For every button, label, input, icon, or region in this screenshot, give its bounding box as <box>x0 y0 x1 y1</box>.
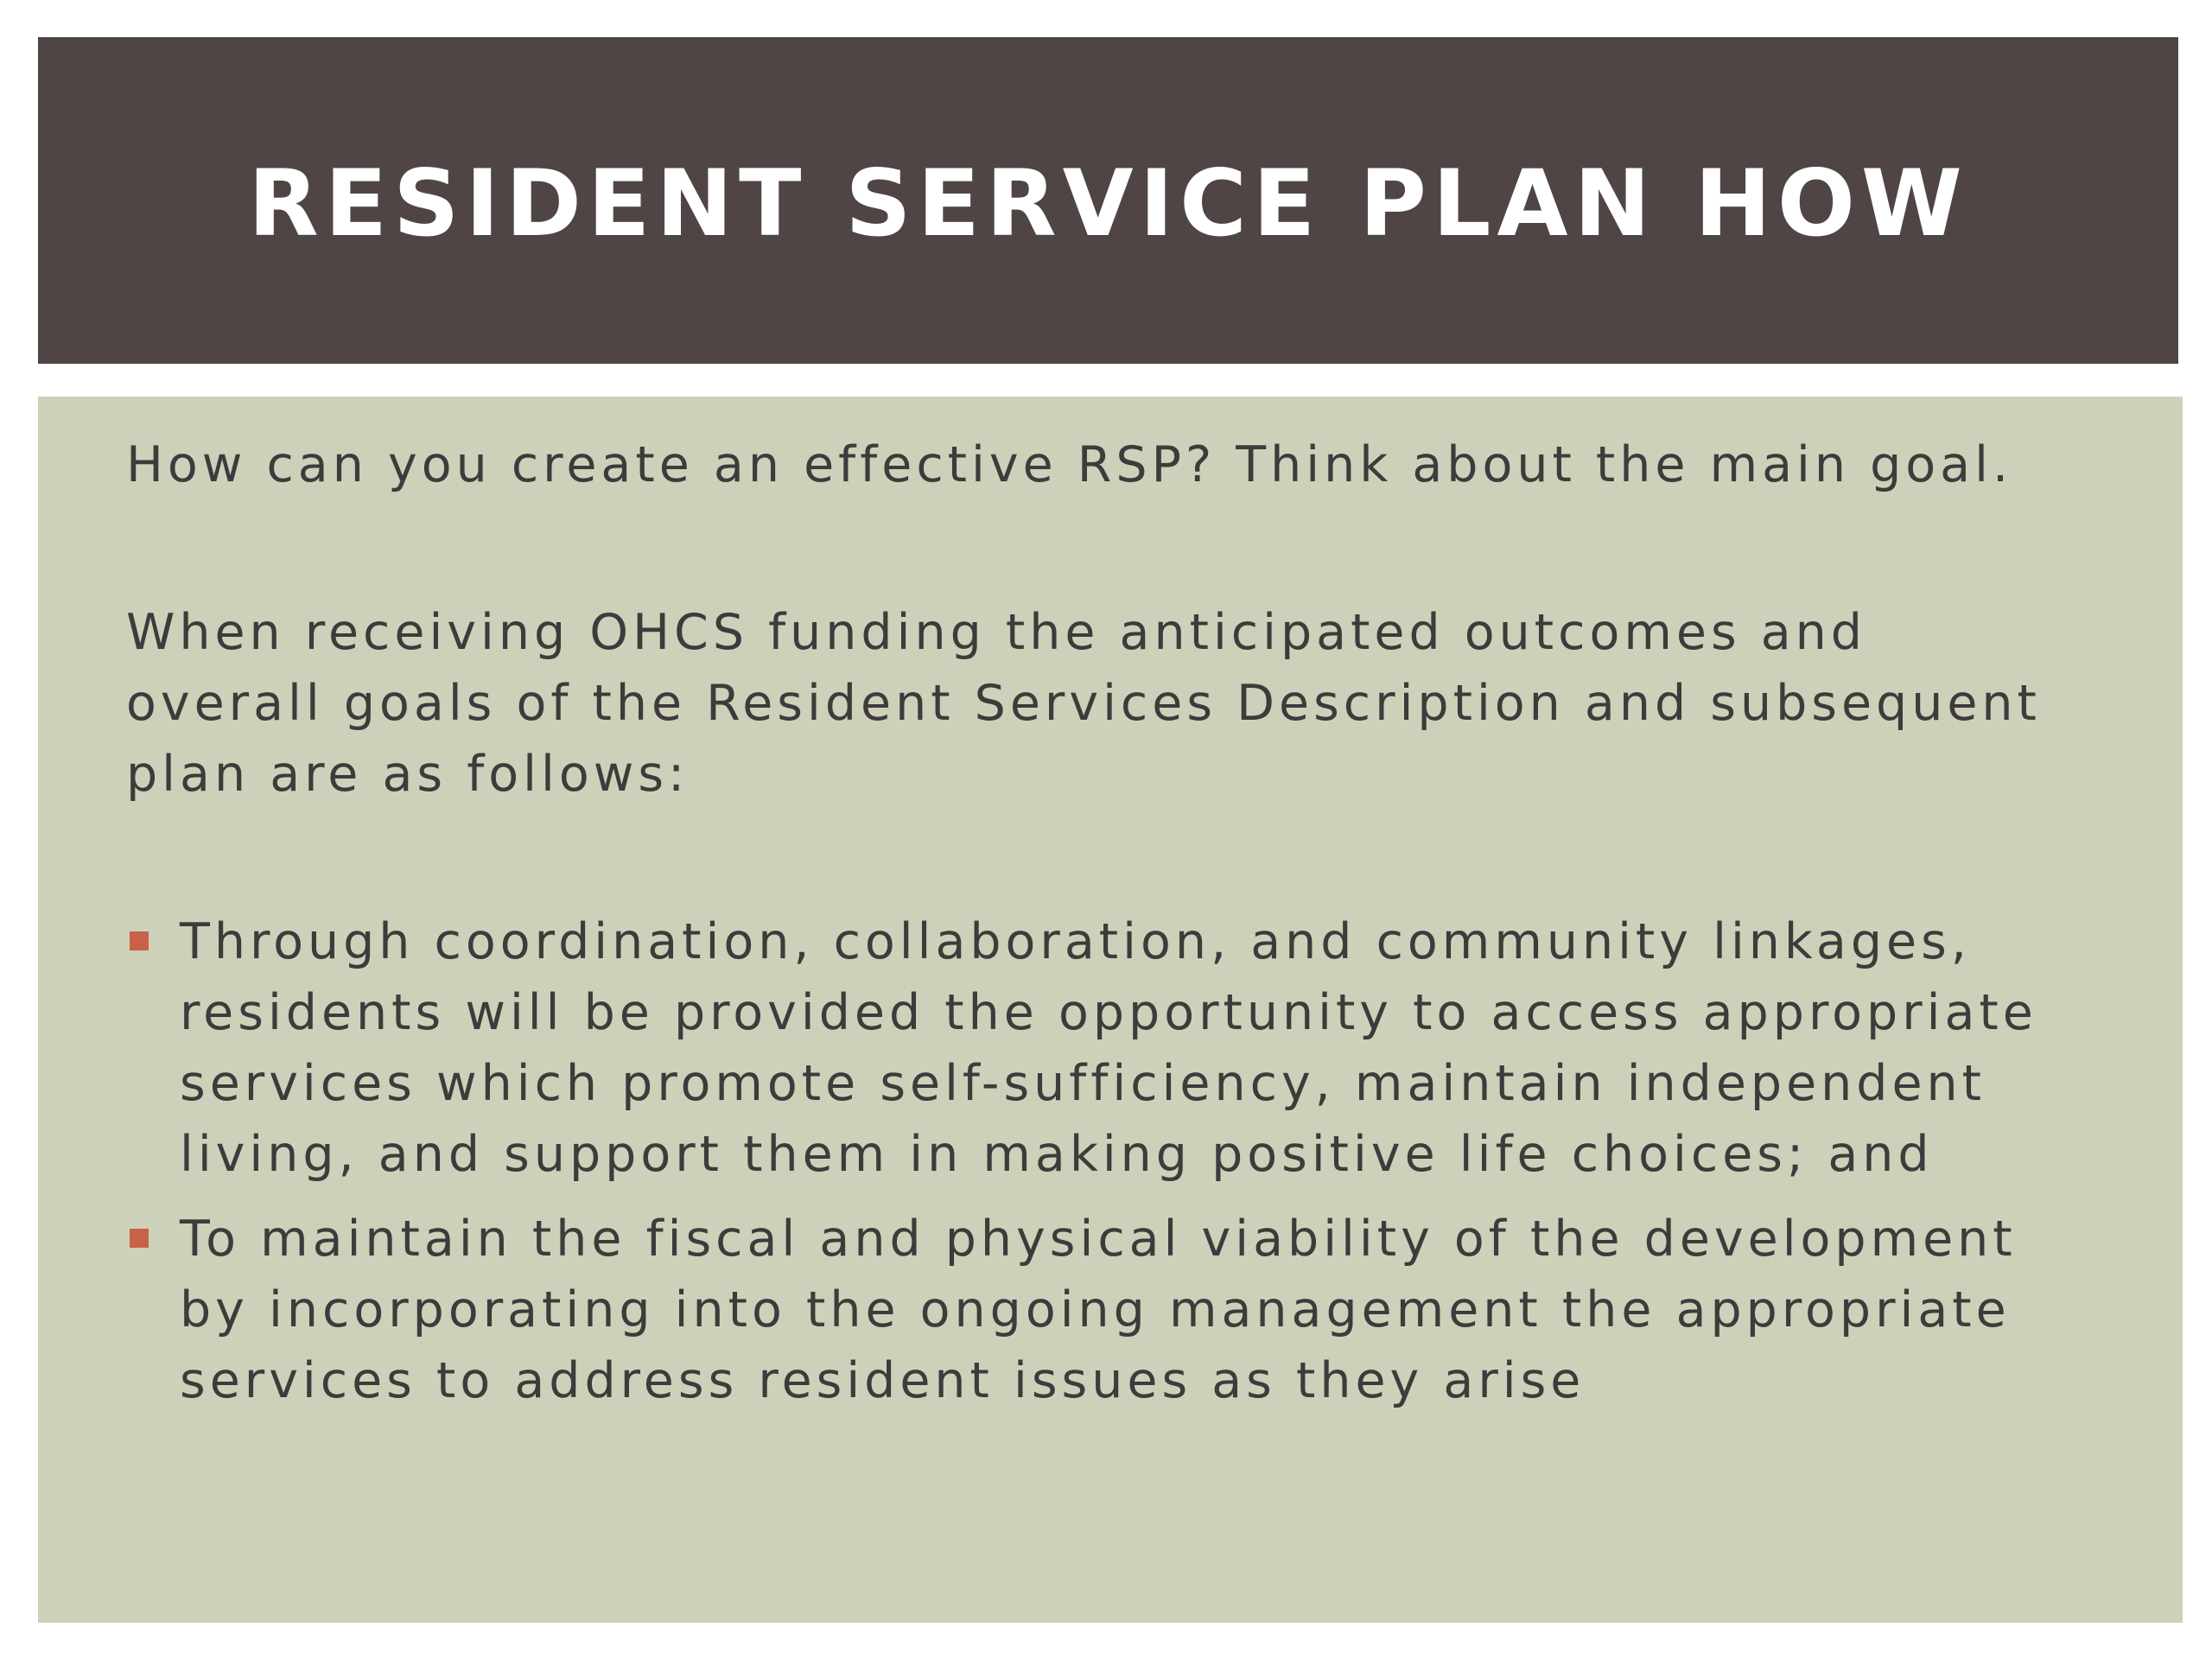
square-bullet-icon <box>130 1229 149 1248</box>
slide-title: RESIDENT SERVICE PLAN HOW <box>248 149 1968 257</box>
square-bullet-icon <box>130 931 149 950</box>
lead-paragraph <box>126 597 2096 810</box>
bullet-line: residents will be provided the opportunity to access appropriate <box>180 984 2037 1041</box>
bullet-line: by incorporating into the ongoing management the appropriate <box>180 1281 2011 1338</box>
list-item <box>126 1204 2096 1416</box>
bullet-line: Through coordination, collaboration, and community linkages, <box>180 913 1971 970</box>
title-banner <box>38 37 2178 364</box>
bullet-line: To maintain the fiscal and physical viability of the development <box>180 1211 2017 1268</box>
goals-list <box>126 906 2096 1416</box>
lead-line: When receiving OHCS funding the anticipated outcomes and <box>126 604 1866 661</box>
list-item <box>126 906 2096 1190</box>
bullet-line: services which promote self-sufficiency, maintain independent <box>180 1055 1986 1112</box>
content-panel <box>38 397 2183 1623</box>
lead-line: overall goals of the Resident Services Description and subsequent <box>126 675 2041 732</box>
bullet-line: living, and support them in making positive life choices; and <box>180 1126 1934 1183</box>
lead-line: plan are as follows: <box>126 746 690 803</box>
intro-paragraph: How can you create an effective RSP? Think about the main goal. <box>126 436 2013 493</box>
bullet-line: services to address resident issues as they arise <box>180 1352 1586 1409</box>
